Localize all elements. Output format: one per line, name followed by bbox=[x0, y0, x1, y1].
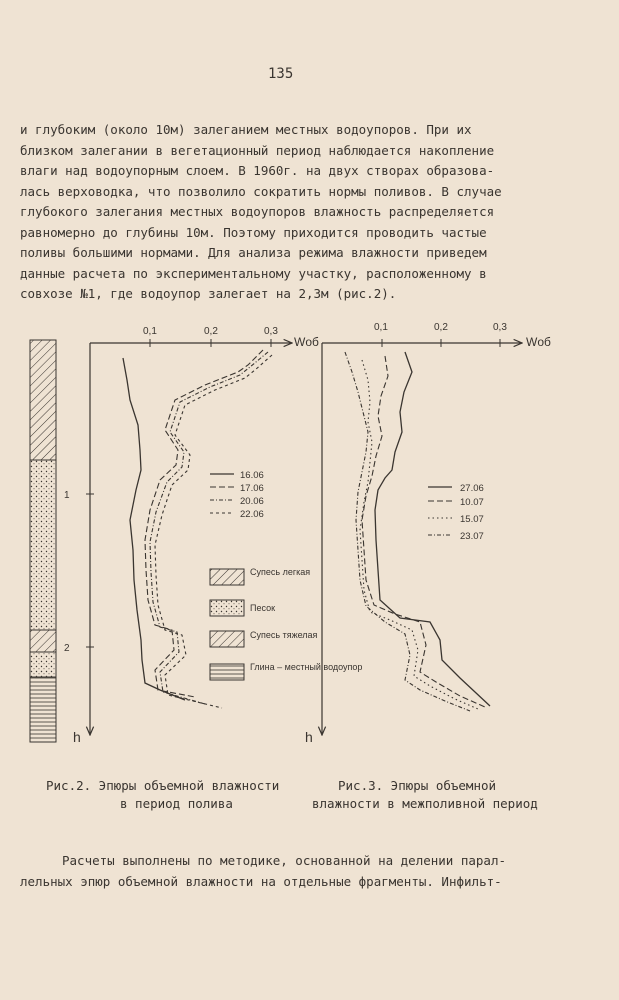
text-line: равномерно до глубины 10м. Поэтому приходится проводить частые bbox=[20, 224, 487, 240]
fig3-tick-label: 0,2 bbox=[434, 322, 448, 333]
fig3-y-axis-label: h bbox=[305, 729, 313, 745]
soil-column bbox=[30, 340, 56, 742]
soil-legend-label: Супесь тяжелая bbox=[250, 630, 318, 640]
fig3-legend-entry: 10.07 bbox=[460, 497, 484, 508]
fig2-legend-entry: 22.06 bbox=[240, 509, 264, 520]
fig2-caption-line1: Рис.2. Эпюры объемной влажности bbox=[46, 778, 280, 793]
text-line: близком залегании в вегетационный период наблюдается накопление bbox=[20, 142, 495, 158]
body-paragraph-2 bbox=[20, 850, 590, 892]
fig2-legend-entry: 20.06 bbox=[240, 496, 264, 507]
text-line: глубокого залегания местных водоупоров влажность распределяется bbox=[20, 204, 495, 219]
text-line: влаги над водоупорным слоем. В 1960г. на двух створах образова- bbox=[20, 163, 495, 178]
fig3-legend-entry: 15.07 bbox=[460, 514, 484, 525]
soil-legend-label: Супесь легкая bbox=[250, 567, 311, 577]
fig2-tick-label: 0,3 bbox=[264, 326, 278, 337]
depth-mark: 2 bbox=[64, 643, 70, 654]
fig2-caption-line2: в период полива bbox=[120, 796, 233, 811]
fig2-curves bbox=[123, 350, 272, 708]
text-line: совхозе №1, где водоупор залегает на 2,3м (рис.2). bbox=[20, 286, 397, 301]
fig2-legend bbox=[210, 470, 264, 520]
fig3-axes bbox=[305, 322, 551, 745]
page-number: 135 bbox=[268, 66, 294, 82]
text-line: лельных эпюр объемной влажности на отдельные фрагменты. Инфильт- bbox=[20, 874, 502, 889]
fig2-legend-entry: 17.06 bbox=[240, 483, 264, 494]
text-line: и глубоким (около 10м) залеганием местных водоупоров. При их bbox=[20, 122, 472, 137]
fig3-curve-27-06 bbox=[375, 352, 490, 706]
fig3-caption-line1: Рис.3. Эпюры объемной bbox=[338, 778, 497, 793]
soil-legend-label: Глина – местный водоупор bbox=[250, 662, 363, 672]
fig2-tick-label: 0,2 bbox=[204, 326, 218, 337]
text-line: данные расчета по экспериментальному участку, расположенному в bbox=[20, 265, 487, 281]
soil-legend-label: Песок bbox=[250, 603, 276, 613]
soil-legend bbox=[210, 567, 362, 680]
text-line: поливы большими нормами. Для анализа режима влажности приведем bbox=[20, 245, 487, 260]
fig2-axes bbox=[64, 326, 319, 745]
fig3-curve-23-07 bbox=[345, 352, 470, 711]
fig3-tick-label: 0,1 bbox=[374, 322, 388, 333]
text-line: лась верховодка, что позволило сократить нормы поливов. В случае bbox=[20, 183, 502, 199]
fig3-legend bbox=[428, 483, 484, 542]
fig3-legend-entry: 27.06 bbox=[460, 483, 484, 494]
fig3-caption-line2: влажности в межполивной период bbox=[312, 796, 538, 811]
fig2-x-axis-label: Wоб bbox=[294, 335, 319, 349]
fig2-tick-label: 0,1 bbox=[143, 326, 157, 337]
depth-mark: 1 bbox=[64, 490, 70, 501]
fig2-legend-entry: 16.06 bbox=[240, 470, 264, 481]
fig2-curve-20-06 bbox=[150, 352, 268, 704]
text-line: Расчеты выполнены по методике, основанной на делении парал- bbox=[62, 853, 507, 868]
fig3-x-axis-label: Wоб bbox=[526, 335, 551, 349]
fig3-legend-entry: 23.07 bbox=[460, 531, 484, 542]
fig2-y-axis-label: h bbox=[73, 729, 81, 745]
fig3-tick-label: 0,3 bbox=[493, 322, 507, 333]
fig2-curve-16-06 bbox=[123, 358, 185, 700]
fig2-curve-17-06 bbox=[145, 350, 263, 697]
